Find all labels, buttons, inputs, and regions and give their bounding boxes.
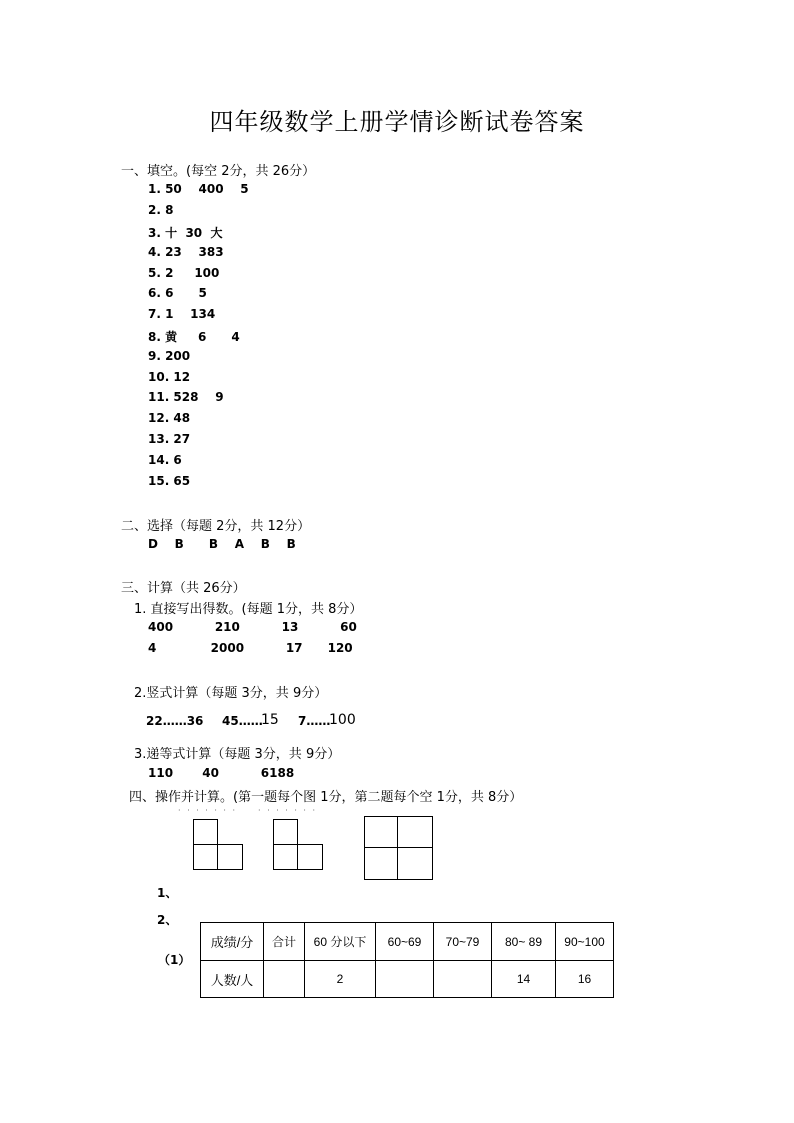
part1-heading: 1. 直接写出得数。(每题 1分，共 8分）	[134, 602, 363, 617]
table-header-cell: 60 分以下	[305, 923, 376, 961]
section3-heading: 三、计算（共 26分）	[121, 581, 246, 596]
vertical-answer: 7……	[298, 714, 331, 728]
stepwise-answers: 110 40 6188	[148, 766, 295, 780]
score-table	[200, 922, 614, 998]
fill-answer: 15. 65	[148, 474, 191, 488]
fill-answer: 7. 1 134	[148, 307, 216, 321]
fill-answer: 5. 2 100	[148, 266, 220, 280]
fill-answer: 8. 黄 6 4	[148, 330, 240, 344]
table-cell: 人数/人	[201, 961, 264, 998]
table-cell	[264, 961, 305, 998]
question-label-1: 1、	[157, 886, 178, 900]
table-row	[201, 961, 614, 998]
direct-answers-row: 400 210 13 60	[148, 620, 357, 634]
page-title: 四年级数学上册学情诊断试卷答案	[209, 108, 585, 136]
vertical-answer-remainder: 15	[261, 712, 279, 728]
section1-heading: 一、填空。(每空 2分，共 26分）	[121, 164, 316, 179]
part2-heading: 2.竖式计算（每题 3分，共 9分）	[134, 686, 328, 701]
table-header-cell: 70~79	[434, 923, 492, 961]
table-header-cell: 80~ 89	[492, 923, 556, 961]
vertical-answer: 45……	[222, 714, 263, 728]
table-header-cell: 90~100	[556, 923, 614, 961]
direct-answers-row: 4 2000 17 120	[148, 641, 353, 655]
fill-answer: 9. 200	[148, 349, 191, 363]
fill-answer: 1. 50 400 5	[148, 182, 249, 196]
vertical-answer: 22……36	[146, 714, 204, 728]
fill-answer: 3. 十 30 大	[148, 226, 223, 240]
fill-answer: 6. 6 5	[148, 286, 207, 300]
table-cell: 14	[492, 961, 556, 998]
table-row	[201, 923, 614, 961]
table-header-cell: 60~69	[376, 923, 434, 961]
table-cell	[376, 961, 434, 998]
table-cell: 2	[305, 961, 376, 998]
table-cell	[434, 961, 492, 998]
vertical-answer-remainder: 100	[329, 712, 356, 728]
table-cell: 16	[556, 961, 614, 998]
fill-answer: 11. 528 9	[148, 390, 224, 404]
fill-answer: 14. 6	[148, 453, 182, 467]
fill-answer: 10. 12	[148, 370, 191, 384]
choice-answers: D B B A B B	[148, 537, 296, 551]
table-header-cell: 合计	[264, 923, 305, 961]
fill-answer: 4. 23 383	[148, 245, 224, 259]
section2-heading: 二、选择（每题 2分，共 12分）	[121, 519, 311, 534]
section4-heading: 四、操作并计算。(第一题每个图 1分，第二题每个空 1分，共 8分）	[129, 790, 523, 805]
question-label-2: 2、	[157, 913, 178, 927]
fill-answer: 2. 8	[148, 203, 174, 217]
fill-answer: 12. 48	[148, 411, 191, 425]
question-label-sub1: （1）	[158, 953, 191, 967]
table-header-cell: 成绩/分	[201, 923, 264, 961]
part3-heading: 3.递等式计算（每题 3分，共 9分）	[134, 747, 341, 762]
fill-answer: 13. 27	[148, 432, 191, 446]
